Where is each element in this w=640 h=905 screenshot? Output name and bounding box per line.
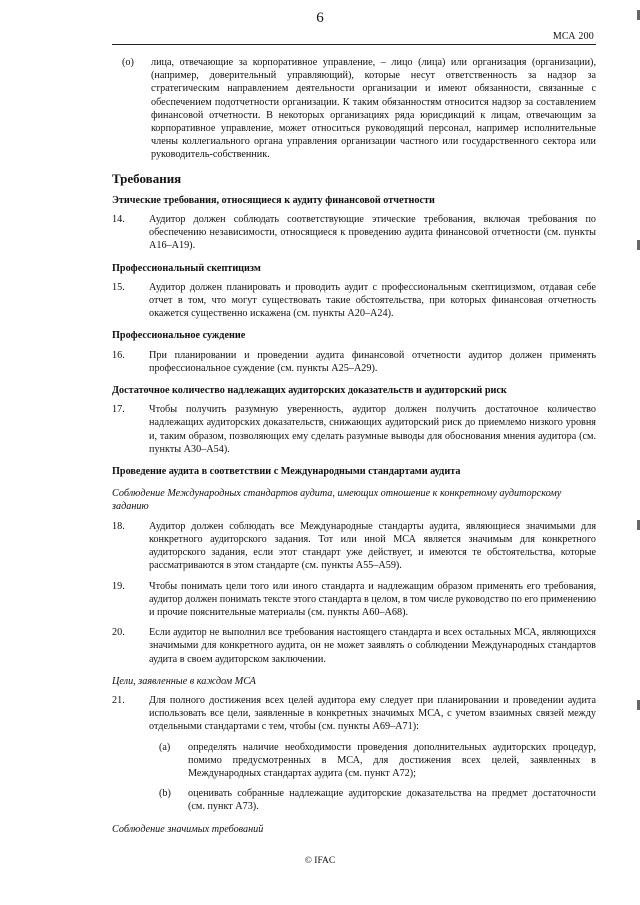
paragraph-number: 15. xyxy=(112,281,125,293)
paragraph-text: Аудитор должен соблюдать все Международные стандарты аудита, являющиеся значимыми для конкретного аудиторского задания. Тот или иной МСА является значимым для конкретного аудиторского задания, если этот стандарт уже действует, и имеются те обстоятельства, которые рассматриваются в этом стандарте (см. пункты A55–A59). xyxy=(149,520,596,572)
document-body xyxy=(112,56,596,842)
paragraph-20 xyxy=(112,626,596,666)
paragraph-17 xyxy=(112,403,596,456)
item-label: (a) xyxy=(159,741,171,753)
item-text: оценивать собранные надлежащие аудиторские доказательства на предмет достаточности (см. пункт A73). xyxy=(188,788,596,813)
heading-evidence: Достаточное количество надлежащих аудиторских доказательств и аудиторский риск xyxy=(112,385,507,397)
paragraph-text: При планировании и проведении аудита финансовой отчетности аудитор должен применять профессиональное суждение (см. пункты A25–A29). xyxy=(149,349,596,374)
item-label: (o) xyxy=(122,57,134,68)
paragraph-14 xyxy=(112,213,596,253)
heading-skepticism: Профессиональный скептицизм xyxy=(112,262,261,274)
paragraph-number: 18. xyxy=(112,520,125,532)
item-text: определять наличие необходимости проведения дополнительных аудиторских процедур, помимо предусмотренных в МСА, для достижения всех целей, заявленных в Международных стандартах аудита (см. пункт A72); xyxy=(188,741,596,779)
paragraph-text: Аудитор должен соблюдать соответствующие этические требования, включая требования по обеспечению независимости, относящиеся к проведению аудита финансовой отчетности (см. пункты A16–A19). xyxy=(149,214,596,252)
definition-item xyxy=(112,56,596,162)
item-text: лица, отвечающие за корпоративное управление, – лицо (лица) или организация (организации), (например, доверительный управляющий), которые несут ответственность за надзор за стратегическим направлением деятельности организации и имеют обязанности, связанные с обеспечением подотчетности организации. К таким обязанностям относится надзор за составлением финансовой отчетности. В некоторых организациях ряда юрисдикций к лицам, отвечающим за корпоративное управление, может относиться руководящий персонал, например исполнительные члены коллегиального органа управления организации частного или государственного сектора или руководитель-собственник. xyxy=(151,57,596,161)
document-code: МСА 200 xyxy=(552,31,594,42)
paragraph-19 xyxy=(112,580,596,620)
page-number: 6 xyxy=(316,10,324,26)
paragraph-number: 14. xyxy=(112,214,125,226)
paragraph-text: Чтобы получить разумную уверенность, аудитор должен получить достаточное количество надлежащих аудиторских доказательств, снижающих аудиторский риск до приемлемо низкого уровня и, таким образом, позволяющих ему сделать разумные выводы для обоснования мнения аудитора (см. пункты A30–A54). xyxy=(149,404,596,455)
subheading-objectives: Цели, заявленные в каждом МСА xyxy=(112,675,256,687)
heading-judgment: Профессиональное суждение xyxy=(112,330,246,342)
paragraph-21 xyxy=(112,694,596,734)
footer-copyright: © IFAC xyxy=(304,856,336,866)
paragraph-text: Аудитор должен планировать и проводить аудит с профессиональным скептицизмом, отдавая себе отчет в том, что могут существовать такие обстоятельства, при которых финансовая отчетность окажется существенно искажена (см. пункты A20–A24). xyxy=(149,281,596,320)
paragraph-number: 21. xyxy=(112,694,125,706)
section-title: Требования xyxy=(112,170,182,186)
paragraph-number: 16. xyxy=(112,349,125,361)
subheading-compliance-requirements: Соблюдение значимых требований xyxy=(112,823,264,835)
paragraph-number: 20. xyxy=(112,627,125,639)
paragraph-text: Для полного достижения всех целей аудитора ему следует при планировании и проведении аудита использовать все цели, заявленные в конкретных значимых МСА, с учетом взаимных связей между отдельными стандартами с тем, чтобы (см. пункты A69–A71): xyxy=(149,694,596,733)
subitem-a xyxy=(149,741,596,781)
paragraph-text: Чтобы понимать цели того или иного стандарта и надлежащим образом применять его требования, аудитор должен понимать тексте этого стандарта в целом, в том числе руководство по его применению и прочие пояснительные материалы (см. пункты A60–A68). xyxy=(149,580,596,618)
subheading-compliance-isa: Соблюдение Международных стандартов аудита, имеющих отношение к конкретному аудиторскому заданию xyxy=(112,488,562,513)
paragraph-16 xyxy=(112,349,596,375)
paragraph-15 xyxy=(112,281,596,321)
subitem-b xyxy=(149,787,596,813)
paragraph-number: 17. xyxy=(112,404,125,416)
heading-ethics: Этические требования, относящиеся к аудиту финансовой отчетности xyxy=(112,194,435,206)
item-label: (b) xyxy=(159,788,171,800)
paragraph-text: Если аудитор не выполнил все требования настоящего стандарта и всех остальных МСА, являющихся значимыми для конкретного аудита, он не может заявлять о соблюдении Международных стандартов аудита в своем аудиторском заключении. xyxy=(149,627,596,665)
heading-conduct: Проведение аудита в соответствии с Международными стандартами аудита xyxy=(112,466,461,478)
paragraph-18 xyxy=(112,520,596,573)
paragraph-number: 19. xyxy=(112,580,125,592)
header-rule xyxy=(112,44,596,45)
